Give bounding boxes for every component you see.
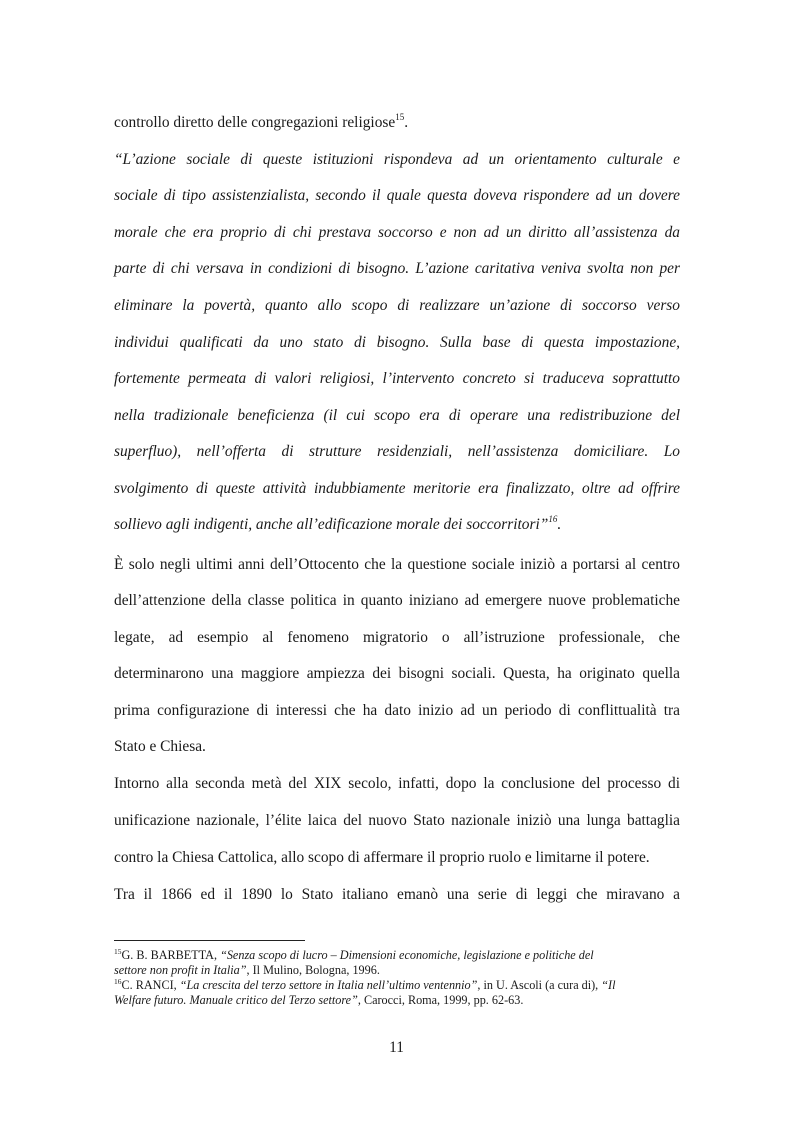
- quote-line: svolgimento di queste attività indubbiamente meritorie era finalizzato, oltre ad offrire: [114, 480, 680, 497]
- footnote-15-cont: [114, 963, 680, 978]
- footnote-text: C. RANCI,: [121, 978, 180, 992]
- footnote-title: settore non profit in Italia”: [114, 963, 247, 977]
- quote-line: morale che era proprio di chi prestava soccorso e non ad un diritto all’assistenza da: [114, 224, 680, 241]
- quote-line: parte di chi versava in condizioni di bisogno. L’azione caritativa veniva svolta non per: [114, 260, 680, 277]
- footnote-ref-16[interactable]: 16: [548, 514, 558, 524]
- body-line: dell’attenzione della classe politica in quanto iniziano ad emergere nuove problematiche: [114, 592, 680, 609]
- body-line: Tra il 1866 ed il 1890 lo Stato italiano emanò una serie di leggi che miravano a: [114, 886, 680, 903]
- footnote-number: 15: [114, 947, 122, 956]
- body-line: È solo negli ultimi anni dell’Ottocento che la questione sociale iniziò a portarsi al centro: [114, 556, 680, 573]
- footnote-text: G. B. BARBETTA,: [121, 948, 221, 962]
- quote-line: fortemente permeata di valori religiosi, l’intervento concreto si traduceva soprattutto: [114, 370, 680, 387]
- footnote-title: “La crescita del terzo settore in Italia nell’ultimo ventennio”: [179, 978, 478, 992]
- quote-line: [114, 515, 680, 535]
- footnote-text: , in U. Ascoli (a cura di),: [477, 978, 602, 992]
- quote-line: nella tradizionale beneficienza (il cui scopo era di operare una redistribuzione del: [114, 407, 680, 424]
- body-line: [114, 113, 680, 133]
- quote-line: “L’azione sociale di queste istituzioni rispondeva ad un orientamento culturale e: [114, 151, 680, 168]
- body-line: contro la Chiesa Cattolica, allo scopo di affermare il proprio ruolo e limitarne il potere.: [114, 849, 650, 866]
- quote-line: individui qualificati da uno stato di bisogno. Sulla base di questa impostazione,: [114, 334, 680, 351]
- footnote-title: “Il: [601, 978, 616, 992]
- body-line: prima configurazione di interessi che ha dato inizio ad un periodo di conflittualità tra: [114, 702, 680, 719]
- body-line: unificazione nazionale, l’élite laica del nuovo Stato nazionale iniziò una lunga battaglia: [114, 812, 680, 829]
- quote-line: superfluo), nell’offerta di strutture residenziali, nell’assistenza domiciliare. Lo: [114, 443, 680, 460]
- quote-line: sociale di tipo assistenzialista, secondo il quale questa doveva rispondere ad un dovere: [114, 187, 680, 204]
- body-line: determinarono una maggiore ampiezza dei bisogni sociali. Questa, ha originato quella: [114, 665, 680, 682]
- quote-text: sollievo agli indigenti, anche all’edificazione morale dei soccorritori”: [114, 516, 549, 533]
- body-text: .: [404, 114, 409, 131]
- body-line: Intorno alla seconda metà del XIX secolo, infatti, dopo la conclusione del processo di: [114, 775, 680, 792]
- footnote-number: 16: [114, 977, 122, 986]
- body-text: controllo diretto delle congregazioni religiose: [114, 114, 396, 131]
- footnote-16-cont: [114, 993, 680, 1008]
- body-line: Stato e Chiesa.: [114, 738, 206, 755]
- footnote-separator: [114, 940, 305, 941]
- footnote-title: “Senza scopo di lucro – Dimensioni economiche, legislazione e politiche del: [220, 948, 594, 962]
- body-line: legate, ad esempio al fenomeno migratorio o all’istruzione professionale, che: [114, 629, 680, 646]
- footnote-ref-15[interactable]: 15: [395, 112, 405, 122]
- quote-text: .: [557, 516, 562, 533]
- footnote-16: [114, 978, 680, 993]
- footnote-title: Welfare futuro. Manuale critico del Terzo settore”: [114, 993, 358, 1007]
- quote-line: eliminare la povertà, quanto allo scopo di realizzare un’azione di soccorso verso: [114, 297, 680, 314]
- footnote-text: , Carocci, Roma, 1999, pp. 62-63.: [357, 993, 524, 1007]
- footnote-text: , Il Mulino, Bologna, 1996.: [246, 963, 380, 977]
- footnote-15: [114, 948, 680, 963]
- page-number: 11: [389, 1039, 404, 1056]
